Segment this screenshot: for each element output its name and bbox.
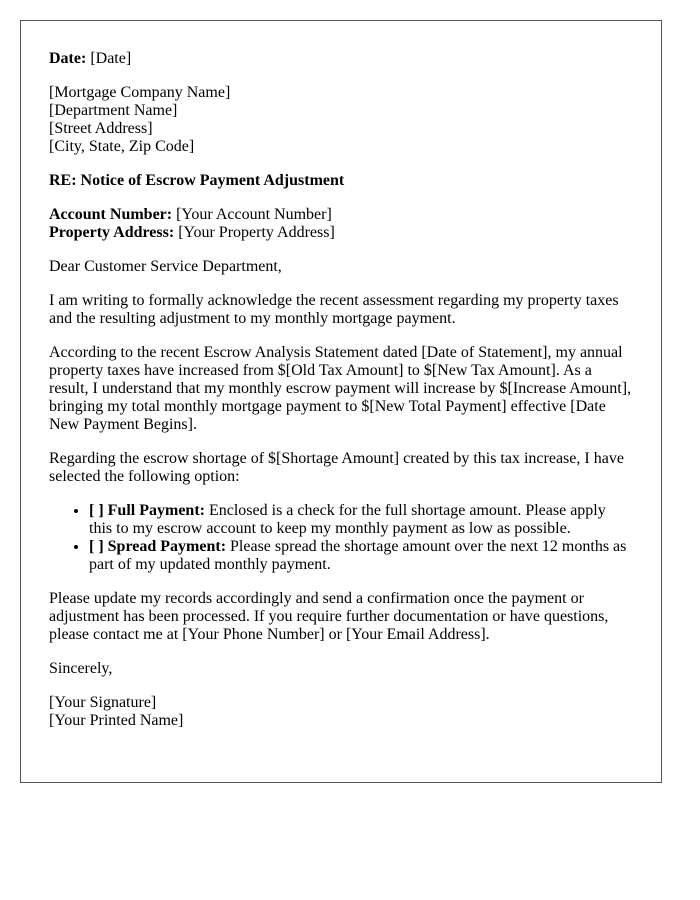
body-paragraph: Regarding the escrow shortage of $[Shortage Amount] created by this tax increase, I have selected the following option: — [49, 450, 624, 485]
account-info — [49, 206, 632, 242]
closing-paragraph: Please update my records accordingly and send a confirmation once the payment or adjustment has been processed. If you require further documentation or have questions, please contact me at [Your Phone Number] or [Your Email Address]. — [49, 590, 609, 643]
payment-options — [49, 502, 632, 574]
body-paragraph: According to the recent Escrow Analysis Statement dated [Date of Statement], my annual property taxes have increased from $[Old Tax Amount] to $[New Tax Amount]. As a result, I understand that my monthly escrow payment will increase by $[Increase Amount], bringing my total monthly mortgage payment to $[New Total Payment] effective [Date New Payment Begins]. — [49, 344, 632, 433]
property-label: Property Address: — [49, 224, 175, 241]
option-text: Please spread the shortage amount over the next 12 months as part of my updated monthly payment. — [89, 538, 627, 573]
property-value: [Your Property Address] — [178, 224, 335, 241]
street-address: [Street Address] — [49, 120, 153, 137]
account-value: [Your Account Number] — [176, 206, 332, 223]
recipient-address — [49, 84, 632, 156]
city-state-zip: [City, State, Zip Code] — [49, 138, 195, 155]
closing: Sincerely, — [49, 660, 113, 677]
salutation: Dear Customer Service Department, — [49, 258, 282, 275]
department-name: [Department Name] — [49, 102, 178, 119]
subject-text: RE: Notice of Escrow Payment Adjustment — [49, 172, 345, 189]
date-line — [49, 50, 632, 68]
letter — [20, 20, 662, 783]
account-label: Account Number: — [49, 206, 173, 223]
option-full-payment — [89, 502, 632, 538]
option-label: [ ] Spread Payment: — [89, 538, 227, 555]
company-name: [Mortgage Company Name] — [49, 84, 231, 101]
subject-line — [49, 172, 632, 190]
option-text: Enclosed is a check for the full shortage amount. Please apply this to my escrow account to keep my monthly payment as low as possible. — [89, 502, 606, 537]
date-label: Date: — [49, 50, 87, 67]
date-value: [Date] — [90, 50, 132, 67]
signature-block — [49, 694, 632, 730]
body-paragraph: I am writing to formally acknowledge the recent assessment regarding my property taxes and the resulting adjustment to my monthly mortgage payment. — [49, 292, 619, 327]
printed-name: [Your Printed Name] — [49, 712, 184, 729]
option-label: [ ] Full Payment: — [89, 502, 205, 519]
option-spread-payment — [89, 538, 632, 574]
signature: [Your Signature] — [49, 694, 157, 711]
